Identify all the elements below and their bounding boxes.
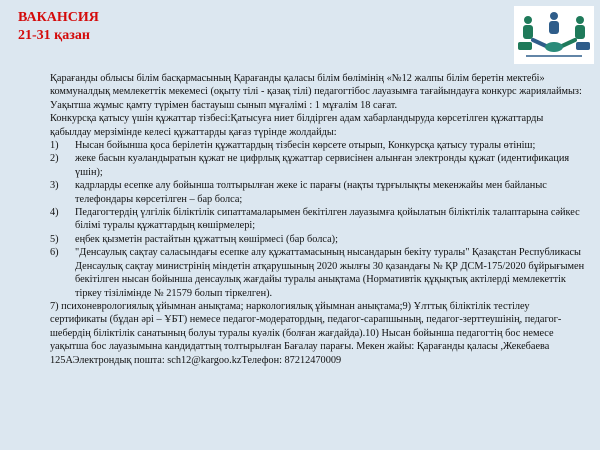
list-item (50, 179, 585, 206)
item-7-and-contacts: 7) психоневрологиялық ұйымнан анықтама; наркологиялық ұйымнан анықтама;9) Ұлттық біліктілік тестілеу сертификаты (бұдан әрі – ҰБТ) немесе педагог-модератордың, педагог-сарапшының, педагог-зерттеушінің, педагог-шебердің біліктілік санатының болуы туралы куәлік (болған жағдайда).10) Нысан бойынша педагогтің бос немесе уақытша бос лауазымына кандидаттың толтырылған Бағалау парағы. Мекен жайы: Қарағанды қаласы ,Жекебаева 125АЭлектрондық пошта: sch12@kargoo.kzТелефон: 87212470009 (50, 300, 562, 366)
list-item-text: еңбек қызметін растайтын құжаттың көшірмесі (бар болса); (75, 233, 338, 245)
list-item-text: Педагогтердің үлгілік біліктілік сипаттамаларымен бекітілген лауазымға қойылатын біліктілік талаптарына сәйкес білімі туралы құжаттардың көшірмелері; (75, 207, 580, 232)
list-item-number: 5) (50, 233, 59, 245)
header (18, 9, 99, 45)
list-item-number: 3) (50, 180, 59, 192)
list-item (50, 206, 585, 233)
handshake-people-icon (514, 6, 594, 64)
list-item (50, 152, 585, 179)
list-item-number: 2) (50, 153, 59, 165)
list-item (50, 246, 585, 300)
list-item-text: "Денсаулық сақтау саласындағы есепке алу құжаттамасының нысандарын бекіту туралы" Қазақстан Республикасы Денсаулық сақтау министрінің міндетін атқарушының 2020 жылғы 30 қазандағы № ҚР ДСМ-175/2020 бұйрығымен бекітілген нысан бойынша денсаулық жағдайы туралы анықтама (Нормативтік құқықтық актілерді мемлекеттік тіркеу тізілімінде № 21579 болып тіркелген). (75, 247, 585, 299)
list-item-number: 1) (50, 140, 59, 152)
intro-text: Қарағанды облысы білім басқармасының Қарағанды қаласы білім бөлімінің «№12 жалпы білім беретін мектебі» коммуналдық мемлекеттік мекемесі (оқыту тілі - қазақ тілі) педагогтібос лауазымға тағайындауға конкурс жариялаймыз: (50, 73, 582, 98)
list-item-text: кадрларды есепке алу бойынша толтырылған жеке іс парағы (нақты тұрғылықты мекенжайы мен байланыс телефондары көрсетілген – бар болса; (75, 180, 547, 205)
workload-text: Уақытша жұмыс қамту түрімен бастауыш сынып мұғалімі : 1 мұғалім 18 сағат. (50, 99, 398, 111)
vacancy-dates: 21-31 қазан (18, 28, 90, 43)
documents-intro: Конкурсқа қатысу үшін құжаттар тізбесі:Қатысуға ниет білдірген адам хабарландыруда көрсетілген құжаттарды қабылдау мерзімінде келесі құжаттарды қағаз түрінде жолдайды: (50, 113, 544, 138)
list-item-text: Нысан бойынша қоса берілетін құжаттардың тізбесін көрсете отырып, Конкурсқа қатысу туралы өтініш; (75, 140, 536, 152)
vacancy-title: ВАКАНСИЯ (18, 10, 99, 25)
list-item-text: жеке басын куәландыратын құжат не цифрлық құжаттар сервисінен алынған электронды құжат (идентификация үшін); (75, 153, 570, 178)
list-item-number: 4) (50, 207, 59, 219)
list-item-number: 6) (50, 247, 59, 259)
list-item (50, 233, 585, 246)
list-item (50, 139, 585, 152)
vacancy-body (50, 72, 585, 367)
